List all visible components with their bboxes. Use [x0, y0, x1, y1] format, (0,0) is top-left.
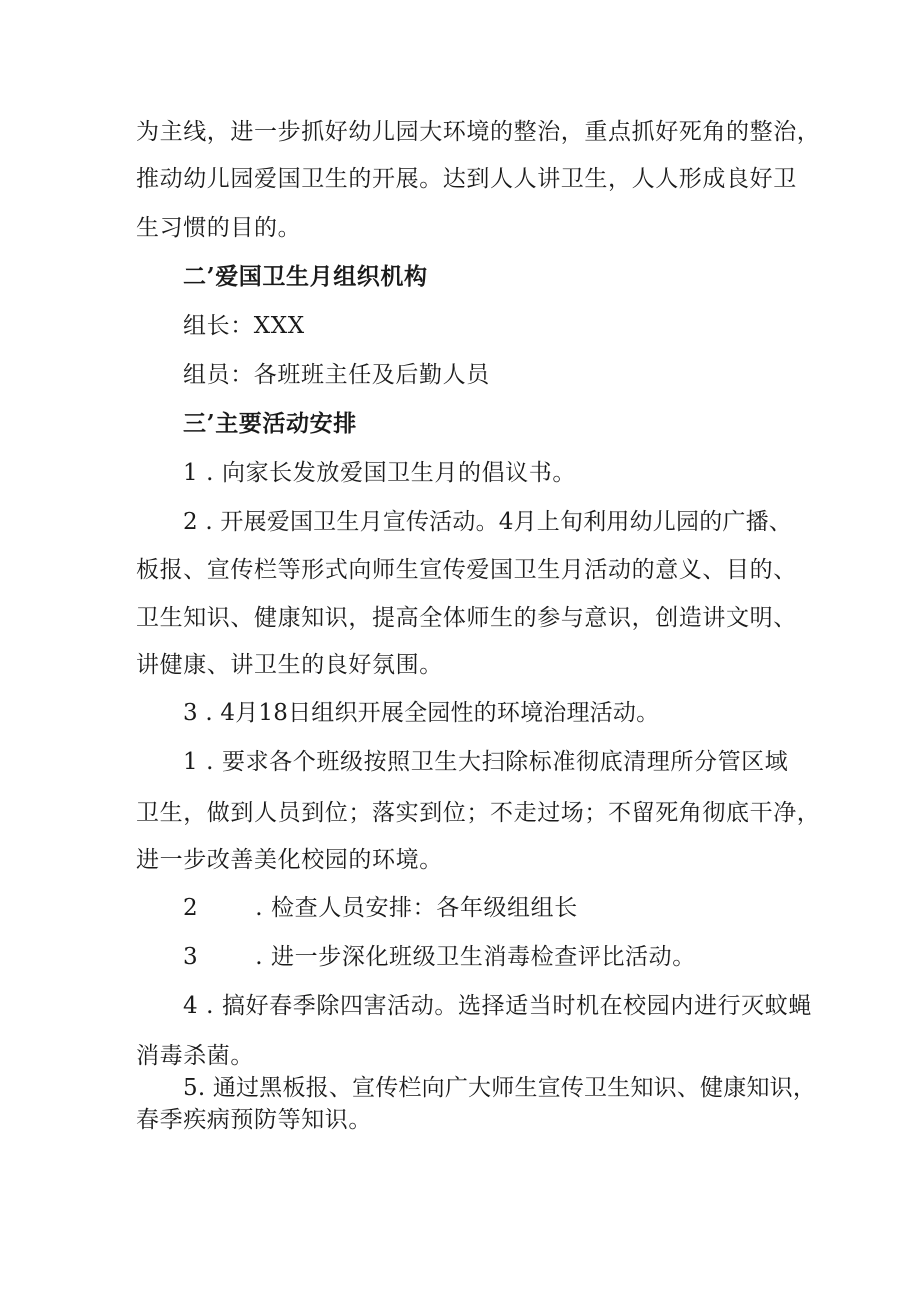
list-item: 1 . 要求各个班级按照卫生大扫除标准彻底清理所分管区域	[183, 749, 789, 775]
paragraph-line: 板报、宣传栏等形式向师生宣传爱国卫生月活动的意义、目的、	[136, 557, 797, 583]
list-text: . 检查人员安排：各年级组组长	[255, 895, 578, 921]
list-text: . 进一步深化班级卫生消毒检查评比活动。	[255, 944, 696, 970]
leader-line: 组长：XXX	[183, 313, 305, 339]
section-heading: 二’爱国卫生月组织机构	[183, 263, 428, 290]
paragraph-line: 进一步改善美化校园的环境。	[136, 847, 443, 873]
paragraph-line: 生习惯的目的。	[136, 215, 302, 241]
list-item: 4 . 搞好春季除四害活动。选择适当时机在校园内进行灭蚊蝇	[183, 993, 812, 1019]
paragraph-line: 为主线，进一步抓好幼儿园大环境的整治，重点抓好死角的整治，	[136, 119, 821, 145]
list-number: 2	[183, 895, 199, 921]
paragraph-line: 卫生知识、健康知识，提高全体师生的参与意识，创造讲文明、	[136, 605, 797, 631]
section-heading: 三’主要活动安排	[183, 410, 357, 437]
paragraph-line: 卫生，做到人员到位；落实到位；不走过场；不留死角彻底干净，	[136, 800, 821, 826]
paragraph-line: 讲健康、讲卫生的良好氛围。	[136, 652, 443, 678]
paragraph-line: 推动幼儿园爱国卫生的开展。达到人人讲卫生，人人形成良好卫	[136, 166, 797, 192]
list-item	[183, 893, 578, 923]
list-item: 3 . 4月18日组织开展全园性的环境治理活动。	[183, 700, 660, 726]
paragraph-line: 消毒杀菌。	[136, 1043, 254, 1069]
list-item: 5. 通过黑板报、宣传栏向广大师生宣传卫生知识、健康知识，	[183, 1075, 817, 1101]
members-line: 组员：各班班主任及后勤人员	[183, 362, 490, 388]
paragraph-line: 春季疾病预防等知识。	[136, 1107, 372, 1133]
list-item: 2 . 开展爱国卫生月宣传活动。4月上旬利用幼儿园的广播、	[183, 509, 792, 535]
list-item	[183, 942, 696, 972]
list-item: 1 . 向家长发放爱国卫生月的倡议书。	[183, 460, 576, 486]
list-number: 3	[183, 944, 199, 970]
